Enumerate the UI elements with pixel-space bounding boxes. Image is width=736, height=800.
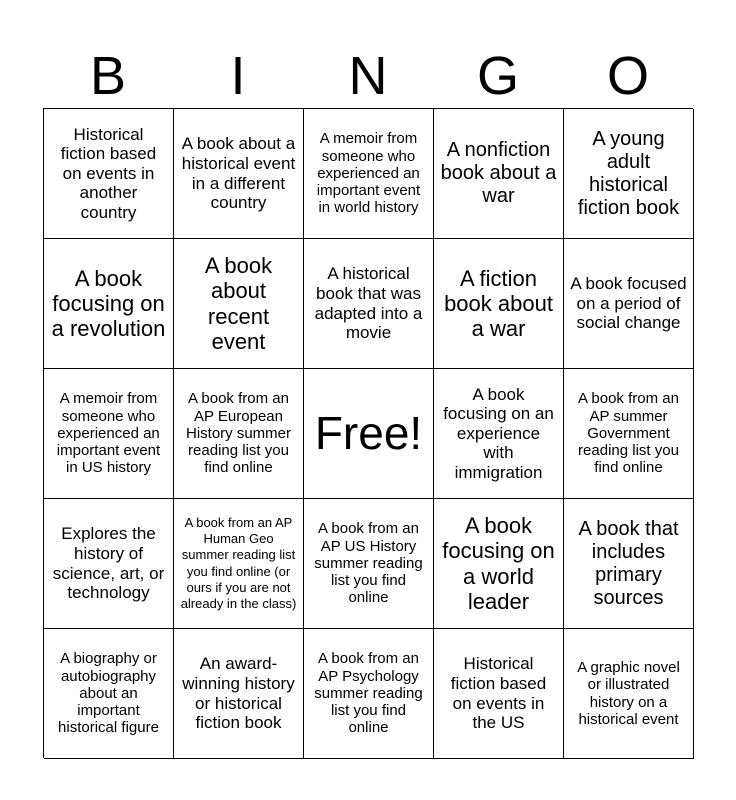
bingo-cell[interactable] [564,109,694,239]
bingo-cell[interactable] [174,499,304,629]
header-letter-g: G [476,46,519,106]
bingo-header [43,44,693,108]
cell-text: A young adult historical fiction book [577,127,680,219]
bingo-cell[interactable] [174,239,304,369]
cell-text: A book from an AP US History summer reading list you find online [314,520,423,607]
cell-text: An award-winning history or historical fiction book [182,654,295,733]
cell-text: Historical fiction based on events in the US [450,654,547,733]
cell-text: A memoir from someone who experienced an important event in US history [56,390,161,477]
bingo-card [43,108,693,758]
cell-text: A historical book that was adapted into a movie [314,264,423,343]
bingo-cell[interactable] [304,239,434,369]
cell-text: A book about a historical event in a different country [181,134,296,213]
bingo-cell[interactable] [434,369,564,499]
cell-text: A graphic novel or illustrated history on a historical event [577,659,680,728]
cell-text: A fiction book about a war [444,265,553,342]
bingo-cell[interactable] [434,239,564,369]
bingo-cell[interactable] [304,109,434,239]
bingo-cell[interactable] [564,369,694,499]
bingo-cell[interactable] [434,629,564,759]
bingo-cell[interactable] [304,629,434,759]
bingo-cell[interactable] [564,629,694,759]
bingo-cell[interactable] [174,369,304,499]
cell-text: A book that includes primary sources [578,517,679,609]
cell-text: Explores the history of science, art, or technology [52,524,165,603]
bingo-cell[interactable] [174,629,304,759]
bingo-cell[interactable] [304,499,434,629]
cell-text: A book from an AP Psychology summer reading list you find online [314,650,423,737]
bingo-cell[interactable] [44,369,174,499]
bingo-cell[interactable] [44,499,174,629]
header-letter-i: I [230,46,246,106]
cell-text: A nonfiction book about a war [440,139,557,207]
bingo-cell[interactable] [44,629,174,759]
cell-text: A book focusing on a world leader [442,512,555,614]
header-letter-o: O [606,46,649,106]
cell-text: Historical fiction based on events in another country [60,124,157,222]
bingo-cell[interactable] [434,109,564,239]
cell-text: A book from an AP Human Geo summer reading list you find online (or ours if you are not already in the class) [180,514,297,611]
cell-text: A book from an AP European History summer reading list you find online [185,390,291,477]
header-letter-b: B [89,46,127,106]
bingo-cell[interactable] [564,499,694,629]
bingo-cell[interactable] [434,499,564,629]
bingo-cell[interactable] [564,239,694,369]
cell-text: A memoir from someone who experienced an important event in world history [316,130,421,217]
cell-text: A book about recent event [204,252,273,354]
cell-text: A biography or autobiography about an important historical figure [58,650,159,737]
free-space-text: Free! [314,407,423,460]
cell-text: A book focused on a period of social change [570,274,687,333]
cell-text: A book focusing on a revolution [51,265,166,342]
header-letter-n: N [348,46,388,106]
bingo-cell[interactable] [174,109,304,239]
bingo-cell[interactable] [44,109,174,239]
bingo-cell-free[interactable] [304,369,434,499]
cell-text: A book from an AP summer Government reading list you find online [578,390,679,477]
bingo-cell[interactable] [44,239,174,369]
cell-text: A book focusing on an experience with immigration [443,384,554,482]
